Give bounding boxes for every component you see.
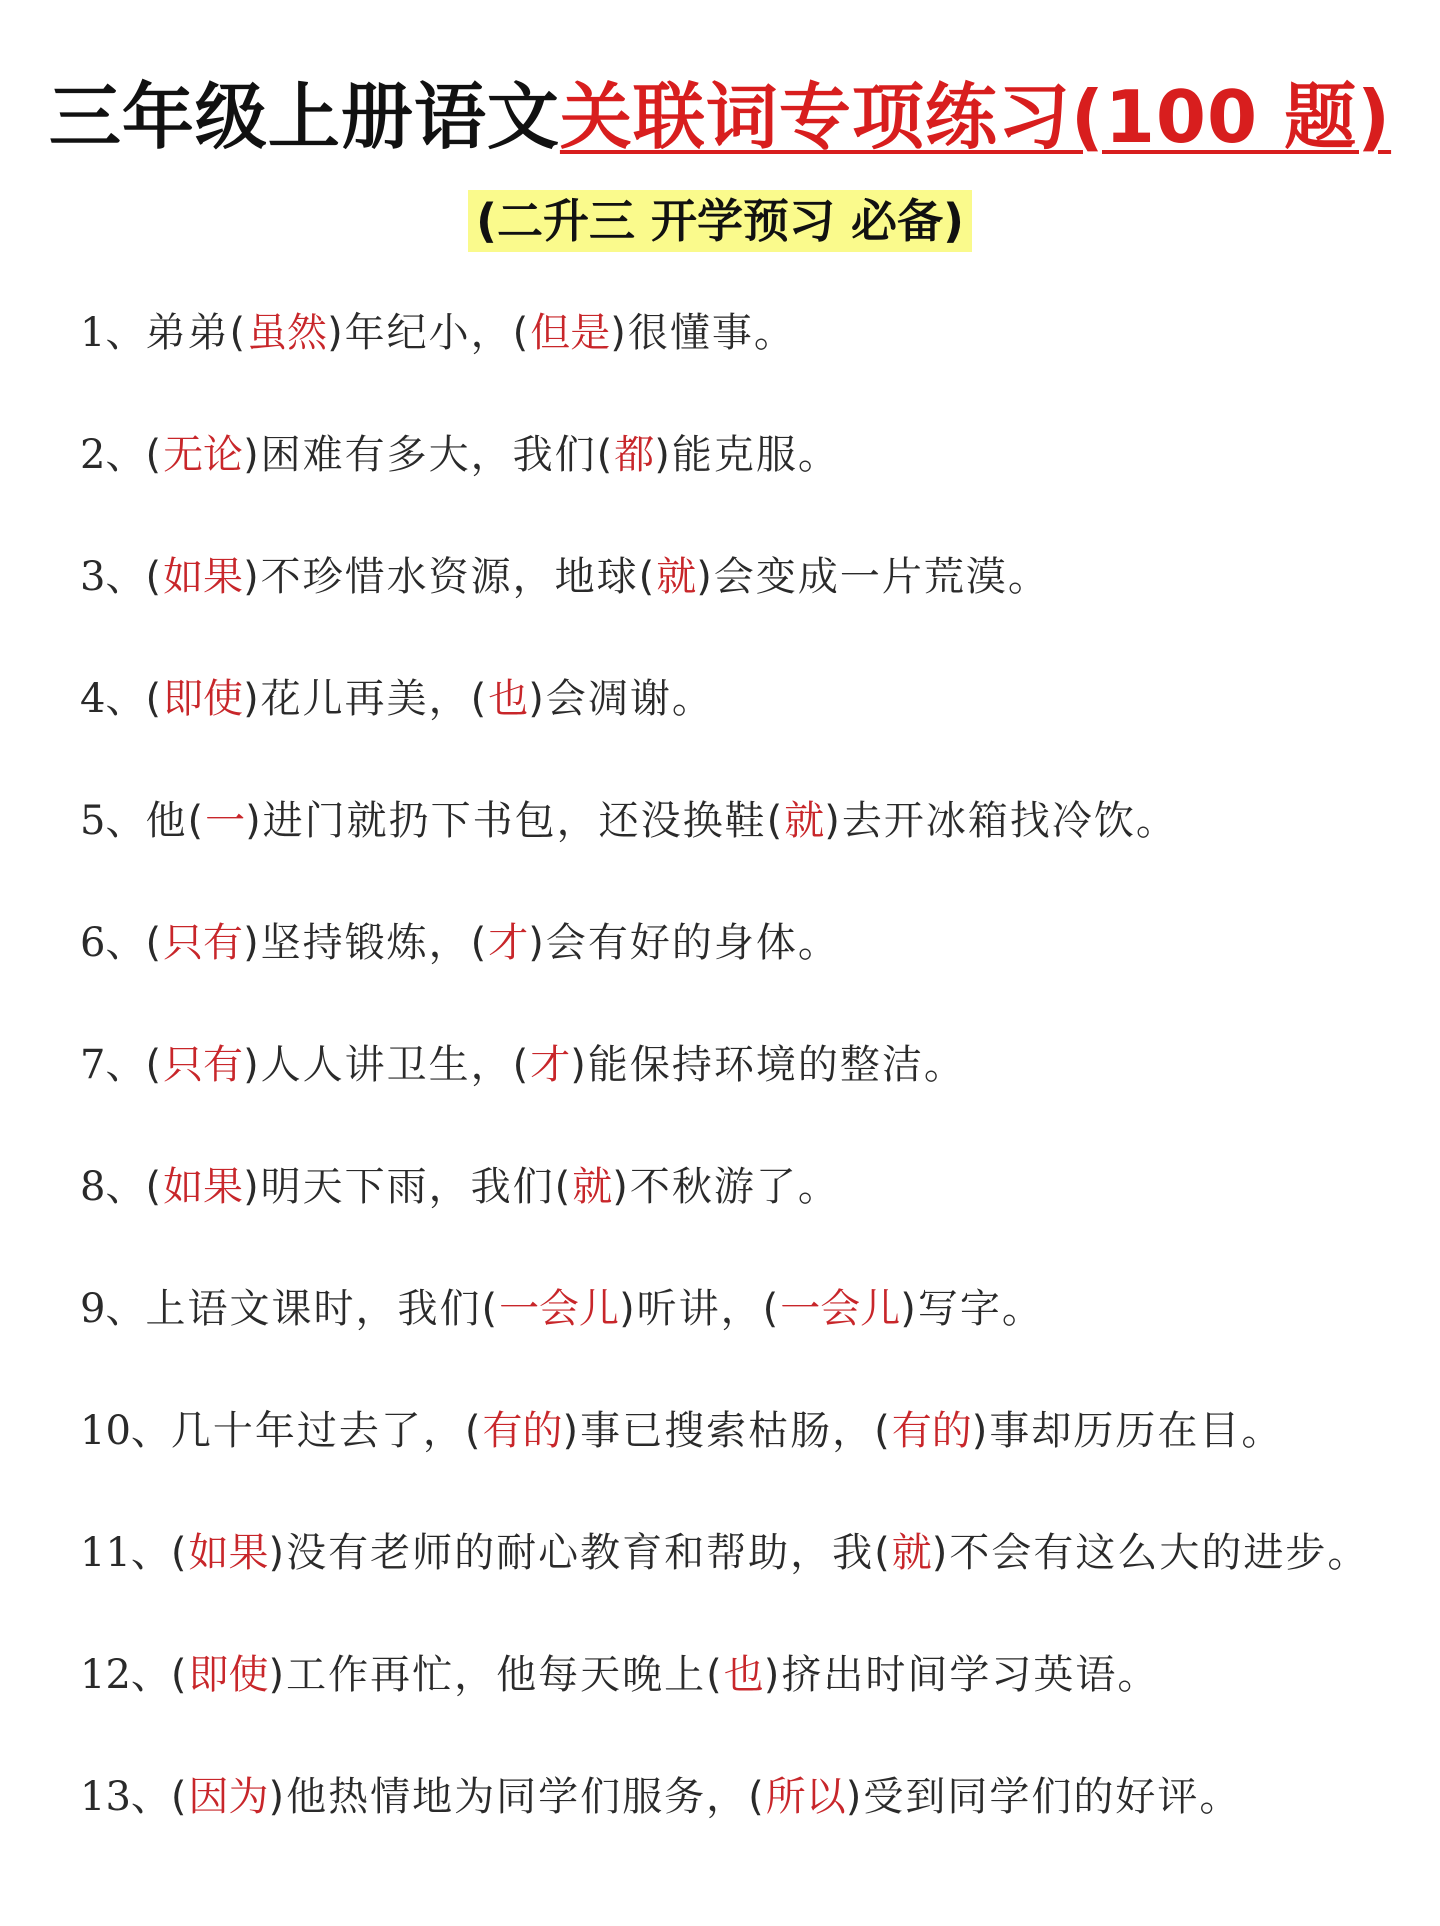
sentence-text: 上语文课时，我们	[145, 1286, 482, 1332]
exercise-item	[80, 778, 1420, 900]
exercise-item	[80, 1632, 1420, 1754]
exercise-number: 6、	[80, 920, 146, 966]
answer-conjunction: 才	[530, 1042, 571, 1088]
exercise-item	[80, 534, 1420, 656]
answer-conjunction: 一会儿	[780, 1286, 901, 1332]
open-paren: (	[464, 1408, 483, 1454]
answer-conjunction: 即使	[188, 1652, 269, 1698]
open-paren: (	[170, 1652, 189, 1698]
close-paren: )	[245, 798, 263, 844]
answer-conjunction: 有的	[891, 1408, 972, 1454]
sentence-text: 事却历历在目。	[989, 1408, 1284, 1454]
answer-conjunction: 只有	[163, 1042, 244, 1088]
close-paren: )	[845, 1774, 864, 1820]
answer-conjunction: 但是	[530, 310, 611, 356]
open-paren: (	[748, 1774, 766, 1820]
exercise-item	[80, 412, 1420, 534]
exercise-number: 4、	[80, 676, 146, 722]
close-paren: )	[243, 1164, 261, 1210]
sentence-text: 不秋游了。	[629, 1164, 840, 1210]
open-paren: (	[145, 554, 164, 600]
answer-conjunction: 就	[572, 1164, 613, 1210]
exercise-list	[80, 290, 1420, 1876]
open-paren: (	[874, 1408, 892, 1454]
close-paren: )	[696, 554, 714, 600]
sentence-text: 不会有这么大的进步。	[949, 1530, 1370, 1576]
sentence-text: 挤出时间学习英语。	[781, 1652, 1160, 1698]
sentence-text: 他	[145, 798, 188, 844]
answer-conjunction: 有的	[482, 1408, 563, 1454]
exercise-number: 13、	[80, 1774, 171, 1820]
sentence-text: 几十年过去了，	[170, 1408, 465, 1454]
exercise-number: 10、	[80, 1408, 171, 1454]
answer-conjunction: 一	[205, 798, 246, 844]
open-paren: (	[145, 676, 164, 722]
answer-conjunction: 只有	[163, 920, 244, 966]
sentence-text: 去开冰箱找冷饮。	[841, 798, 1178, 844]
sentence-text: 事已搜索枯肠，	[580, 1408, 875, 1454]
close-paren: )	[268, 1530, 287, 1576]
open-paren: (	[470, 676, 489, 722]
exercise-item	[80, 1754, 1420, 1876]
answer-conjunction: 就	[656, 554, 697, 600]
exercise-item	[80, 900, 1420, 1022]
exercise-number: 5、	[80, 798, 146, 844]
sentence-text: 年纪小，	[344, 310, 513, 356]
sentence-text: 会变成一片荒漠。	[713, 554, 1050, 600]
close-paren: )	[243, 676, 261, 722]
close-paren: )	[612, 1164, 630, 1210]
close-paren: )	[528, 920, 546, 966]
close-paren: )	[268, 1774, 287, 1820]
sentence-text: 能克服。	[671, 432, 840, 478]
page-title	[0, 72, 1440, 162]
sentence-text: 听讲，	[636, 1286, 763, 1332]
open-paren: (	[638, 554, 657, 600]
open-paren: (	[145, 432, 164, 478]
open-paren: (	[596, 432, 615, 478]
close-paren: )	[562, 1408, 581, 1454]
exercise-number: 9、	[80, 1286, 146, 1332]
open-paren: (	[512, 310, 531, 356]
sentence-text: 会有好的身体。	[545, 920, 840, 966]
exercise-number: 2、	[80, 432, 146, 478]
sentence-text: 花儿再美，	[260, 676, 471, 722]
sentence-text: 他热情地为同学们服务，	[286, 1774, 749, 1820]
close-paren: )	[971, 1408, 990, 1454]
open-paren: (	[145, 1164, 164, 1210]
answer-conjunction: 也	[723, 1652, 764, 1698]
close-paren: )	[824, 798, 842, 844]
open-paren: (	[229, 310, 248, 356]
answer-conjunction: 虽然	[247, 310, 328, 356]
open-paren: (	[762, 1286, 781, 1332]
close-paren: )	[243, 1042, 261, 1088]
close-paren: )	[528, 676, 546, 722]
title-red-part: 关联词专项练习(100 题)	[559, 75, 1392, 159]
exercise-item	[80, 1266, 1420, 1388]
sentence-text: 很懂事。	[627, 310, 796, 356]
answer-conjunction: 所以	[765, 1774, 846, 1820]
open-paren: (	[512, 1042, 531, 1088]
answer-conjunction: 就	[784, 798, 825, 844]
answer-conjunction: 也	[488, 676, 529, 722]
exercise-item	[80, 1144, 1420, 1266]
sentence-text: 人人讲卫生，	[260, 1042, 513, 1088]
answer-conjunction: 因为	[188, 1774, 269, 1820]
close-paren: )	[654, 432, 672, 478]
sentence-text: 能保持环境的整洁。	[587, 1042, 966, 1088]
exercise-item	[80, 1388, 1420, 1510]
open-paren: (	[706, 1652, 724, 1698]
open-paren: (	[766, 798, 785, 844]
open-paren: (	[874, 1530, 892, 1576]
sentence-text: 困难有多大，我们	[260, 432, 597, 478]
exercise-number: 7、	[80, 1042, 146, 1088]
exercise-number: 3、	[80, 554, 146, 600]
exercise-number: 8、	[80, 1164, 146, 1210]
answer-conjunction: 才	[488, 920, 529, 966]
open-paren: (	[470, 920, 489, 966]
exercise-number: 11、	[80, 1530, 171, 1576]
open-paren: (	[554, 1164, 573, 1210]
answer-conjunction: 就	[891, 1530, 932, 1576]
answer-conjunction: 如果	[163, 1164, 244, 1210]
title-black-part: 三年级上册语文	[48, 75, 560, 159]
open-paren: (	[170, 1774, 189, 1820]
sentence-text: 不珍惜水资源，地球	[260, 554, 639, 600]
close-paren: )	[763, 1652, 782, 1698]
sentence-text: 写字。	[917, 1286, 1044, 1332]
close-paren: )	[327, 310, 345, 356]
sentence-text: 坚持锻炼，	[260, 920, 471, 966]
exercise-item	[80, 1510, 1420, 1632]
subtitle: (二升三 开学预习 必备)	[468, 190, 972, 252]
close-paren: )	[243, 432, 261, 478]
subtitle-wrapper	[0, 190, 1440, 252]
answer-conjunction: 都	[614, 432, 655, 478]
close-paren: )	[243, 554, 261, 600]
open-paren: (	[145, 920, 164, 966]
sentence-text: 没有老师的耐心教育和帮助，我	[286, 1530, 875, 1576]
close-paren: )	[268, 1652, 287, 1698]
sentence-text: 弟弟	[145, 310, 230, 356]
exercise-item	[80, 1022, 1420, 1144]
close-paren: )	[570, 1042, 588, 1088]
exercise-number: 12、	[80, 1652, 171, 1698]
open-paren: (	[170, 1530, 189, 1576]
close-paren: )	[243, 920, 261, 966]
open-paren: (	[481, 1286, 500, 1332]
answer-conjunction: 如果	[163, 554, 244, 600]
close-paren: )	[900, 1286, 918, 1332]
open-paren: (	[187, 798, 206, 844]
answer-conjunction: 如果	[188, 1530, 269, 1576]
exercise-item	[80, 656, 1420, 778]
sentence-text: 受到同学们的好评。	[863, 1774, 1242, 1820]
close-paren: )	[619, 1286, 637, 1332]
open-paren: (	[145, 1042, 164, 1088]
answer-conjunction: 无论	[163, 432, 244, 478]
answer-conjunction: 一会儿	[499, 1286, 620, 1332]
close-paren: )	[931, 1530, 950, 1576]
exercise-item	[80, 290, 1420, 412]
sentence-text: 进门就扔下书包，还没换鞋	[262, 798, 767, 844]
sentence-text: 工作再忙，他每天晚上	[286, 1652, 707, 1698]
sentence-text: 明天下雨，我们	[260, 1164, 555, 1210]
close-paren: )	[610, 310, 628, 356]
answer-conjunction: 即使	[163, 676, 244, 722]
sentence-text: 会凋谢。	[545, 676, 714, 722]
exercise-number: 1、	[80, 310, 146, 356]
